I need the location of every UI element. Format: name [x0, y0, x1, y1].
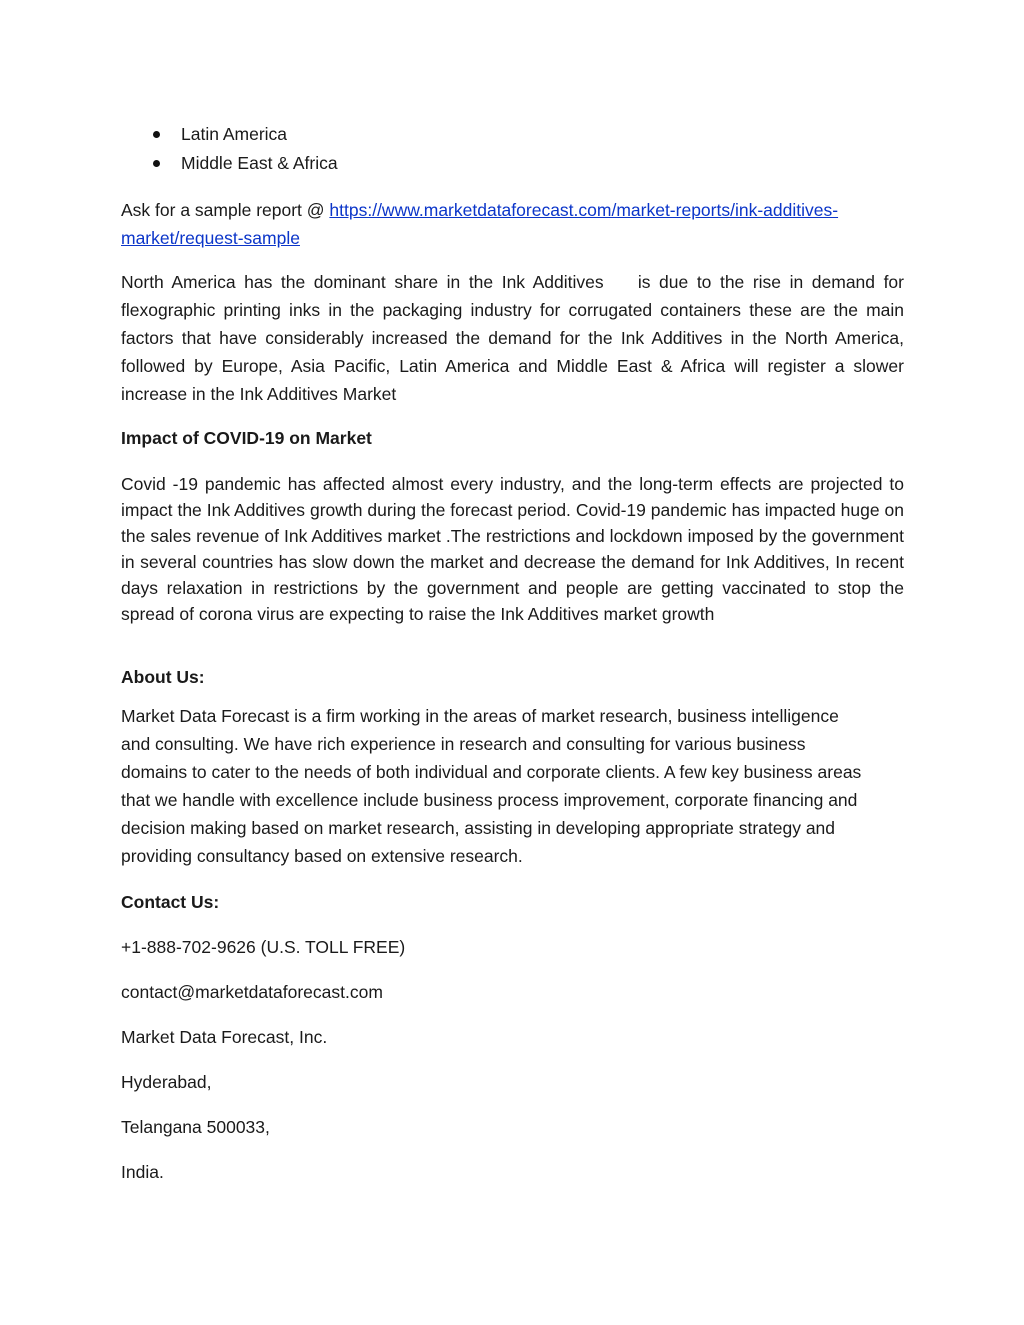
sample-request-paragraph [121, 196, 904, 252]
covid-paragraph: Covid -19 pandemic has affected almost every industry, and the long-term effects are projected to impact the Ink Additives growth during the forecast period. Covid-19 pandemic has impacted huge on the sales revenue of Ink Additives market .The restrictions and lockdown imposed by the government in several countries has slow down the market and decrease the demand for Ink Additives, In recent days relaxation in restrictions by the government and people are getting vaccinated to stop the spread of corona virus are expecting to raise the Ink Additives market growth [121, 474, 904, 624]
north-america-paragraph: North America has the dominant share in the Ink Additives is due to the rise in demand for flexographic printing inks in the packaging industry for corrugated containers these are the main factors that have considerably increased the demand for the Ink Additives in the North America, followed by Europe, Asia Pacific, Latin America and Middle East & Africa will register a slower increase in the Ink Additives Market [121, 272, 909, 404]
contact-company: Market Data Forecast, Inc. [121, 1027, 328, 1047]
sample-link-line1: https://www.marketdataforecast.com/market-reports/ink-additives- [329, 200, 839, 220]
sample-link-line2: market/request-sample [121, 228, 300, 248]
bullet-item-middle-east-africa: Middle East & Africa [181, 153, 338, 173]
contact-phone: +1-888-702-9626 (U.S. TOLL FREE) [121, 937, 406, 957]
bullet-icon [153, 131, 160, 138]
contact-email: contact@marketdataforecast.com [121, 982, 383, 1002]
bullet-icon [153, 160, 160, 167]
about-line: domains to cater to the needs of both individual and corporate clients. A few key business areas [121, 762, 862, 782]
about-line: that we handle with excellence include business process improvement, corporate financing and [121, 790, 858, 810]
covid-heading: Impact of COVID-19 on Market [121, 428, 372, 448]
contact-city: Hyderabad, [121, 1072, 212, 1092]
about-heading: About Us: [121, 667, 205, 687]
about-line: decision making based on market research, assisting in developing appropriate strategy and [121, 818, 836, 838]
sample-request-prefix: Ask for a sample report @ [121, 200, 330, 220]
bullet-item-latin-america: Latin America [181, 124, 288, 144]
about-line: Market Data Forecast is a firm working in the areas of market research, business intelligence [121, 706, 839, 726]
about-line: and consulting. We have rich experience in research and consulting for various business [121, 734, 806, 754]
contact-heading: Contact Us: [121, 892, 220, 912]
contact-state: Telangana 500033, [121, 1117, 270, 1137]
contact-country: India. [121, 1162, 164, 1182]
about-line: providing consultancy based on extensive research. [121, 846, 523, 866]
